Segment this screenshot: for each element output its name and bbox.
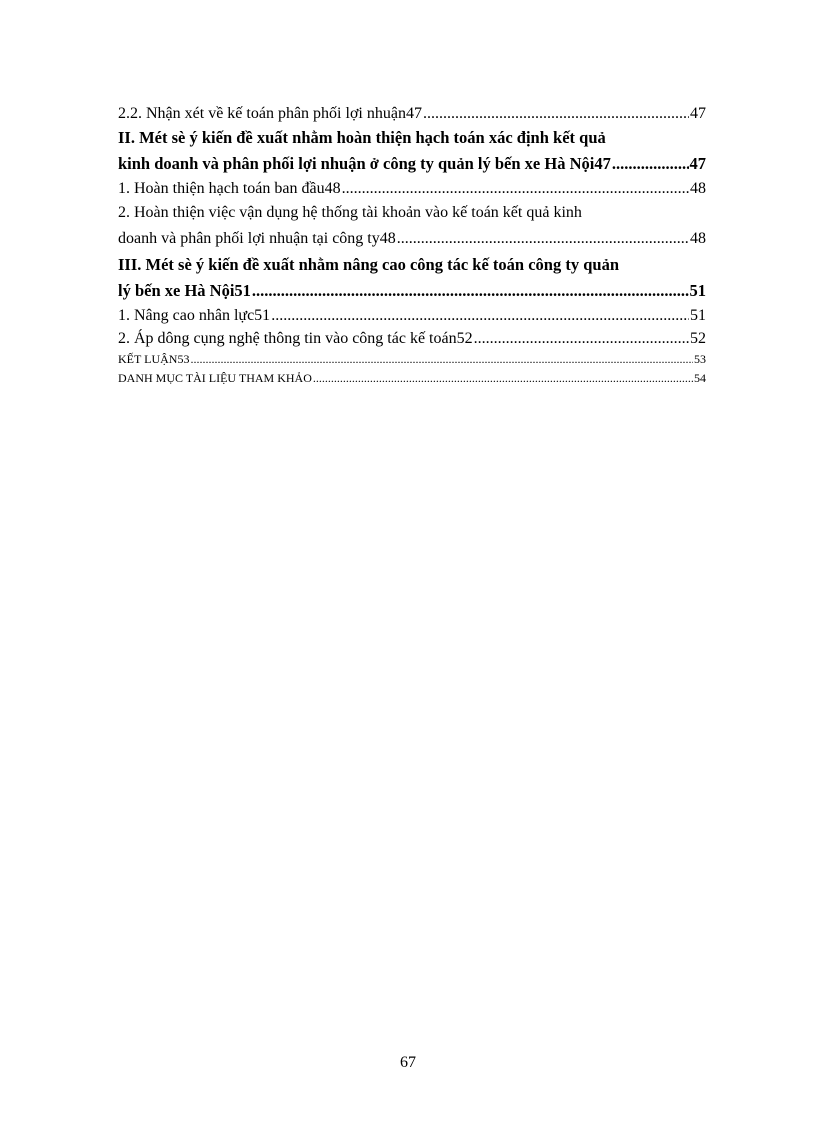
toc-entry-ii-2[interactable]	[118, 200, 706, 252]
toc-entry-text-line: 2. Hoàn thiện việc vận dụng hệ thống tài khoản vào kế toán kết quả kinh	[118, 204, 582, 221]
toc-entry-text: DANH MỤC TÀI LIỆU THAM KHẢO	[118, 371, 312, 385]
toc-entry-section-ii[interactable]	[118, 125, 706, 177]
toc-leader-dots	[252, 278, 689, 304]
toc-leader-dots	[474, 327, 689, 350]
toc-page-number: 53	[694, 352, 706, 366]
toc-page-number: 47	[690, 105, 706, 122]
toc-entry-text-line: doanh và phân phối lợi nhuận tại công ty48	[118, 230, 396, 247]
toc-leader-dots	[313, 369, 693, 388]
toc-entry-text-line: II. Mét sè ý kiến đề xuất nhằm hoàn thiện hạch toán xác định kết quả	[118, 128, 606, 147]
toc-leader-dots	[612, 151, 689, 177]
table-of-contents	[118, 102, 706, 388]
toc-entry-iii-2[interactable]	[118, 327, 706, 350]
toc-page-number: 48	[690, 230, 706, 247]
toc-entry-text: 2. Áp dông cụng nghệ thông tin vào công tác kế toán52	[118, 330, 473, 347]
toc-leader-dots	[423, 102, 689, 125]
toc-entry-text-line: III. Mét sè ý kiến đề xuất nhằm nâng cao công tác kế toán công ty quản	[118, 255, 619, 274]
toc-page-number: 52	[690, 330, 706, 347]
toc-entry-section-iii[interactable]	[118, 252, 706, 304]
toc-entry-text: KẾT LUẬN53	[118, 352, 190, 366]
toc-entry-iii-1[interactable]	[118, 304, 706, 327]
toc-entry-text: 1. Hoàn thiện hạch toán ban đầu48	[118, 180, 341, 197]
toc-entry-references[interactable]	[118, 369, 706, 388]
toc-entry-text-line: kinh doanh và phân phối lợi nhuận ở công ty quản lý bến xe Hà Nội47	[118, 154, 611, 173]
toc-entry-ii-1[interactable]	[118, 177, 706, 200]
toc-page-number: 51	[689, 281, 706, 300]
toc-page-number: 51	[690, 307, 706, 324]
page-number: 67	[400, 1054, 416, 1071]
toc-page-number: 54	[694, 371, 706, 385]
toc-entry-text-line: lý bến xe Hà Nội51	[118, 281, 251, 300]
toc-page-number: 47	[689, 154, 706, 173]
toc-leader-dots	[271, 304, 689, 327]
toc-entry-text: 1. Nâng cao nhân lực51	[118, 307, 271, 324]
toc-leader-dots	[342, 177, 689, 200]
toc-leader-dots	[190, 350, 693, 369]
toc-entry-2-2[interactable]	[118, 102, 706, 125]
toc-page-number: 48	[690, 180, 706, 197]
toc-entry-ket-luan[interactable]	[118, 350, 706, 369]
toc-entry-text: 2.2. Nhận xét về kế toán phân phối lợi nhuận47	[118, 105, 422, 122]
toc-leader-dots	[397, 226, 689, 252]
